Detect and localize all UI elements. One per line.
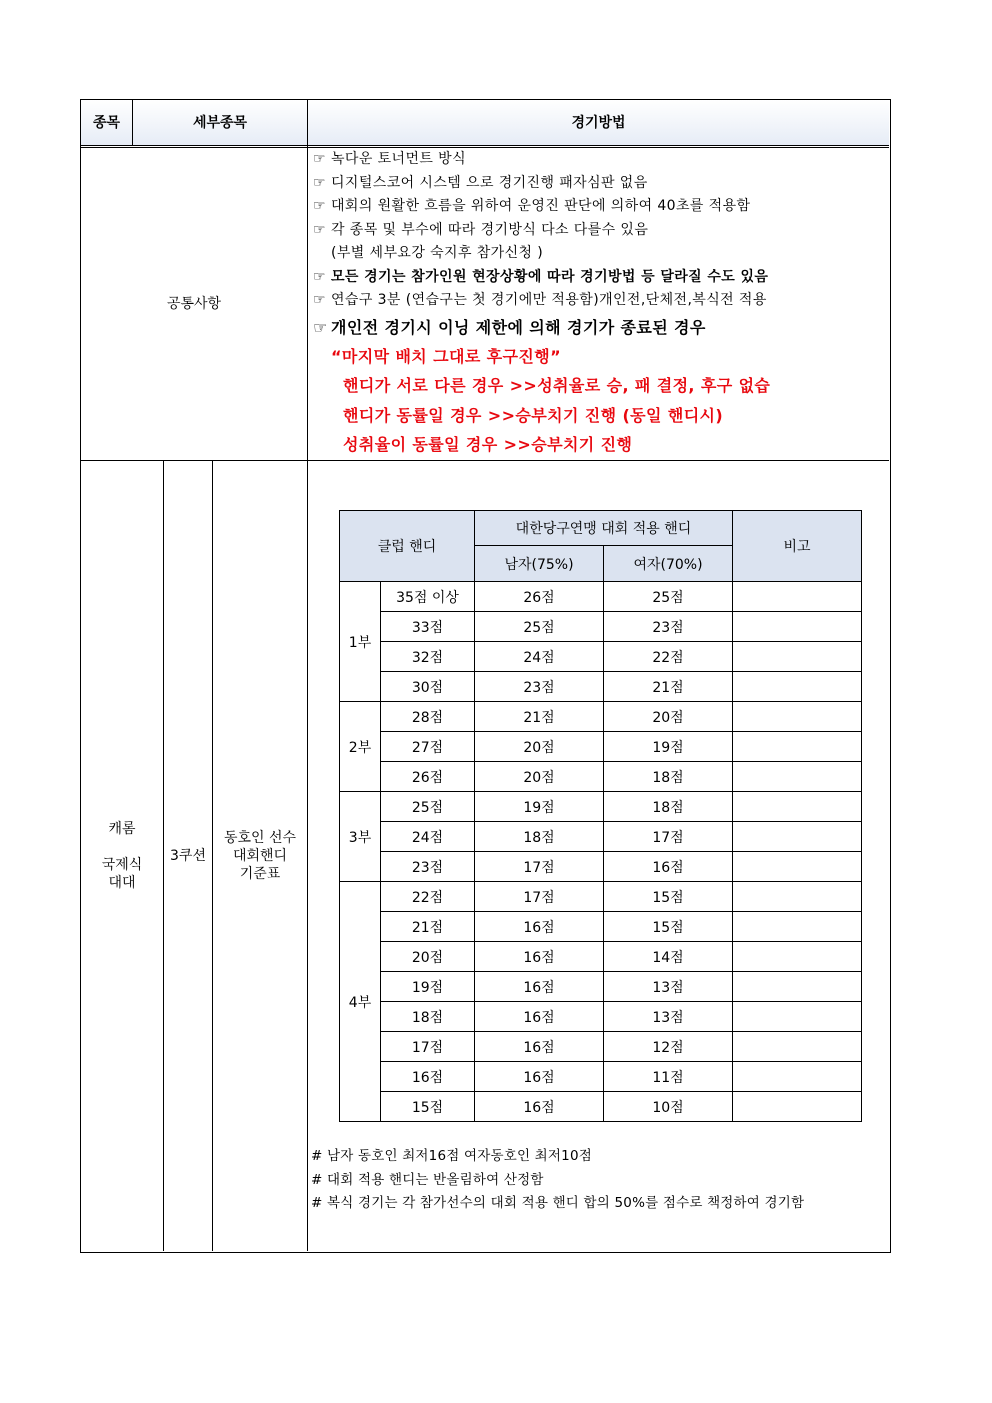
male-handicap-cell: 17점 [475,882,604,912]
male-handicap-cell: 16점 [475,1062,604,1092]
remarks-cell [733,642,862,672]
header-method: 경기방법 [571,114,626,131]
club-handicap-cell: 28점 [381,702,475,732]
remarks-cell [733,912,862,942]
rule-item: ☞ 디지털스코어 시스템 으로 경기진행 패자심판 없음 [313,172,891,196]
male-handicap-cell: 25점 [475,612,604,642]
table-row [340,702,862,732]
female-handicap-cell: 25점 [604,582,733,612]
club-handicap-cell: 23점 [381,852,475,882]
table-row [340,1002,862,1032]
table-row [340,792,862,822]
female-handicap-cell: 11점 [604,1062,733,1092]
header-female: 여자(70%) [604,546,733,582]
notes [311,1145,804,1216]
note-item: # 복식 경기는 각 참가선수의 대회 적용 핸디 합의 50%를 점수로 책정하여 경기함 [311,1195,805,1211]
remarks-cell [733,1002,862,1032]
division-cell: 2부 [340,702,381,792]
table-row [340,882,862,912]
club-handicap-cell: 33점 [381,612,475,642]
rule-item: ☞ 모든 경기는 참가인원 현장상황에 따라 경기방법 등 달라질 수도 있음 [313,266,891,290]
handicap-table [339,510,862,1122]
event-desc [213,461,307,1251]
rule-item: ☞ 녹다운 토너먼트 방식 [313,148,891,172]
remarks-cell [733,762,862,792]
pointing-hand-icon: ☞ [313,198,326,214]
male-handicap-cell: 19점 [475,792,604,822]
club-handicap-cell: 19점 [381,972,475,1002]
club-handicap-cell: 22점 [381,882,475,912]
header-event: 종목 [92,114,121,131]
division-cell: 3부 [340,792,381,882]
club-handicap-cell: 24점 [381,822,475,852]
category-international: 국제식 [101,857,143,873]
note-item: # 대회 적용 핸디는 반올림하여 산정함 [311,1171,544,1188]
table-row [340,912,862,942]
remarks-cell [733,1092,862,1122]
red-note: 핸디가 동률일 경우 >>승부치기 진행 (동일 핸디시) [343,405,724,425]
club-handicap-cell: 18점 [381,1002,475,1032]
rule-item: ☞ 개인전 경기시 이닝 제한에 의해 경기가 종료된 경우 [313,313,891,342]
club-handicap-cell: 35점 이상 [381,582,475,612]
table-row [340,1032,862,1062]
remarks-cell [733,702,862,732]
club-handicap-cell: 17점 [381,1032,475,1062]
pointing-hand-icon: ☞ [313,292,326,308]
pointing-hand-icon: ☞ [313,174,326,191]
division-cell: 4부 [340,882,381,1122]
table-row [340,732,862,762]
club-handicap-cell: 26점 [381,762,475,792]
table-row [340,942,862,972]
table-row [340,672,862,702]
desc-line: 동호인 선수 [223,830,297,846]
rule-item: ☞ 대회의 원활한 흐름을 위하여 운영진 판단에 의하여 40초를 적용함 [313,195,891,219]
red-note: 성취율이 동률일 경우 >>승부치기 진행 [343,435,633,454]
common-rules [313,148,891,460]
male-handicap-cell: 23점 [475,672,604,702]
remarks-cell [733,942,862,972]
red-note: “마지막 배치 그대로 후구진행” [331,346,562,366]
table-row [340,972,862,1002]
male-handicap-cell: 16점 [475,972,604,1002]
female-handicap-cell: 14점 [604,942,733,972]
club-handicap-cell: 32점 [381,642,475,672]
header-sub-event: 세부종목 [192,114,248,131]
pointing-hand-icon: ☞ [313,268,326,285]
table-row [340,1062,862,1092]
table-row [340,852,862,882]
pointing-hand-icon: ☞ [313,221,326,238]
female-handicap-cell: 16점 [604,852,733,882]
remarks-cell [733,582,862,612]
male-handicap-cell: 20점 [475,762,604,792]
remarks-cell [733,1032,862,1062]
red-note: 핸디가 서로 다른 경우 >>성취율로 승, 패 결정, 후구 없습 [343,376,771,395]
female-handicap-cell: 20점 [604,702,733,732]
rule-item: ☞ 연습구 3분 (연습구는 첫 경기에만 적용함)개인전,단체전,복식전 적용 [313,289,891,313]
female-handicap-cell: 18점 [604,792,733,822]
table-row [340,762,862,792]
male-handicap-cell: 16점 [475,912,604,942]
female-handicap-cell: 18점 [604,762,733,792]
club-handicap-cell: 30점 [381,672,475,702]
club-handicap-cell: 21점 [381,912,475,942]
male-handicap-cell: 21점 [475,702,604,732]
female-handicap-cell: 22점 [604,642,733,672]
category-large-table: 대대 [108,875,136,891]
remarks-cell [733,732,862,762]
male-handicap-cell: 17점 [475,852,604,882]
remarks-cell [733,972,862,1002]
table-row [340,642,862,672]
club-handicap-cell: 20점 [381,942,475,972]
rule-item: (부별 세부요강 숙지후 참가신청 ) [331,245,544,261]
table-row [340,822,862,852]
desc-line: 기준표 [239,866,281,882]
female-handicap-cell: 13점 [604,972,733,1002]
rules-table [80,99,891,1253]
table-row [340,1092,862,1122]
female-handicap-cell: 15점 [604,882,733,912]
remarks-cell [733,672,862,702]
remarks-cell [733,612,862,642]
male-handicap-cell: 16점 [475,942,604,972]
rule-item: ☞ 각 종목 및 부수에 따라 경기방식 다소 다를수 있음 [313,219,891,243]
remarks-cell [733,822,862,852]
remarks-cell [733,1062,862,1092]
remarks-cell [733,852,862,882]
female-handicap-cell: 19점 [604,732,733,762]
header-male: 남자(75%) [475,546,604,582]
female-handicap-cell: 21점 [604,672,733,702]
table-row [340,582,862,612]
male-handicap-cell: 16점 [475,1002,604,1032]
female-handicap-cell: 17점 [604,822,733,852]
male-handicap-cell: 18점 [475,822,604,852]
female-handicap-cell: 15점 [604,912,733,942]
category-carom: 캐롬 [108,821,136,837]
common-label: 공통사항 [166,296,222,312]
event-category [81,461,163,1251]
pointing-hand-icon: ☞ [313,151,326,167]
male-handicap-cell: 16점 [475,1092,604,1122]
female-handicap-cell: 23점 [604,612,733,642]
club-handicap-cell: 27점 [381,732,475,762]
club-handicap-cell: 15점 [381,1092,475,1122]
male-handicap-cell: 16점 [475,1032,604,1062]
col-divider [307,100,308,1251]
female-handicap-cell: 13점 [604,1002,733,1032]
note-item: # 남자 동호인 최저16점 여자동호인 최저10점 [311,1148,592,1164]
event-sub: 3쿠션 [170,848,206,864]
male-handicap-cell: 26점 [475,582,604,612]
desc-line: 대회핸디 [232,848,288,864]
header-remarks: 비고 [733,511,862,582]
male-handicap-cell: 24점 [475,642,604,672]
remarks-cell [733,882,862,912]
club-handicap-cell: 16점 [381,1062,475,1092]
female-handicap-cell: 12점 [604,1032,733,1062]
division-cell: 1부 [340,582,381,702]
club-handicap-cell: 25점 [381,792,475,822]
male-handicap-cell: 20점 [475,732,604,762]
header-club-handicap: 클럽 핸디 [340,511,475,582]
remarks-cell [733,792,862,822]
pointing-hand-icon: ☞ [313,317,328,337]
female-handicap-cell: 10점 [604,1092,733,1122]
table-row [340,612,862,642]
header-federation-handicap: 대한당구연맹 대회 적용 핸디 [475,511,733,546]
